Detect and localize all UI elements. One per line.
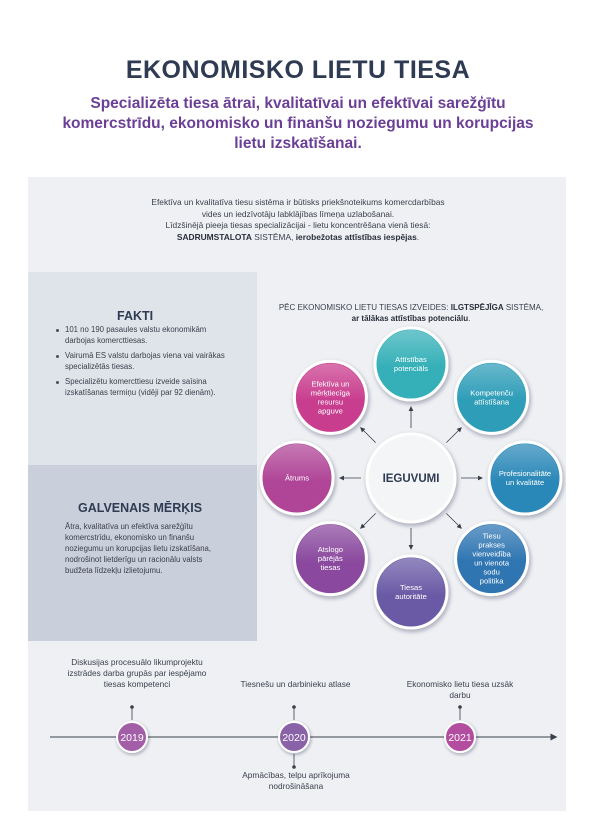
timeline-tick-dot <box>130 705 134 709</box>
benefit-label-line: prakses <box>478 540 505 550</box>
caption-part-2: SISTĒMA, <box>503 303 544 312</box>
benefit-node <box>375 556 447 628</box>
timeline-tick-dot <box>292 705 296 709</box>
benefit-label-line: pārējās <box>317 554 343 564</box>
intro-line-2: vides un iedzīvotāju labklājības līmeņa uzlabošanai. <box>201 208 395 219</box>
benefit-spoke-arrow <box>409 545 414 550</box>
intro-period: . <box>416 231 420 242</box>
goal-text: Ātra, kvalitatīva un efektīva sarežģītu komercstrīdu, ekonomisko un finanšu noziegumu un korupcijas lietu izskatīšana, nodrošinot lietderīgu un racionālu valsts budžeta līdzekļu izlietojumu. <box>65 522 212 575</box>
benefit-label <box>499 469 551 487</box>
benefit-label-line: Tiesu <box>482 531 501 541</box>
fact-item: Vairumā ES valstu darbojas viena vai vairākas specializētās tiesas. <box>56 351 226 372</box>
benefit-label-line: un kvalitāte <box>505 478 545 488</box>
benefit-spoke <box>362 513 376 527</box>
benefit-label-line: attīstīšana <box>474 397 510 407</box>
fact-item: 101 no 190 pasaules valstu ekonomikām darbojas komercttiesas. <box>56 325 226 346</box>
goal-heading: GALVENAIS MĒRĶIS <box>78 501 203 515</box>
intro-line-3: Līdzšinējā pieeja tiesas specializācijai - lietu koncentrēšana vienā tiesā: <box>165 220 431 231</box>
benefit-label-line: mērķtiecīga <box>310 388 351 398</box>
timeline-tick-dot <box>292 765 296 769</box>
timeline-year-label: 2019 <box>120 731 144 744</box>
page-title: EKONOMISKO LIETU TIESA <box>125 56 471 84</box>
intro-fragmented: SADRUMSTALOTA <box>176 231 252 242</box>
benefit-spoke-arrow <box>478 476 483 481</box>
benefit-label-line: Tiesas <box>399 583 423 593</box>
benefit-node <box>261 442 333 514</box>
benefit-label-line: apguve <box>317 406 343 416</box>
timeline-year-label: 2020 <box>282 731 306 744</box>
facts-heading: FAKTI <box>117 309 154 323</box>
timeline-event-2019 <box>117 705 147 752</box>
benefit-label-line: Attīstības <box>395 355 427 365</box>
benefit-label-line: Profesionalitāte <box>498 469 552 479</box>
intro-limited: ierobežotas attīstības iespējas <box>295 231 417 242</box>
benefit-node <box>456 361 528 433</box>
benefit-label <box>470 388 513 406</box>
timeline-text-2019-above: Diskusijas procesuālo likumprojektu izstrādes darba grupās par iespējamo tiesas kompetenci <box>67 657 207 689</box>
timeline-tick-dot <box>458 705 462 709</box>
benefit-label-line: Ātrums <box>284 473 310 483</box>
benefit-label-line: politika <box>479 576 504 586</box>
timeline-event-2021 <box>445 705 475 752</box>
benefit-label <box>394 355 428 373</box>
intro-line-4 <box>70 232 526 244</box>
caption-sustainable: ILGTSPĒJĪGA <box>450 303 504 312</box>
caption-part-1: PĒC EKONOMISKO LIETU TIESAS IZVEIDES: <box>278 303 451 312</box>
benefit-spoke <box>446 513 460 527</box>
timeline-text-2020-above: Tiesnešu un darbinieku atlase <box>240 679 351 689</box>
intro-system: SISTĒMA, <box>251 231 296 242</box>
benefit-label-line: tiesas <box>320 563 341 573</box>
benefit-label-line: autoritāte <box>395 592 427 602</box>
benefit-label-line: sodu <box>483 567 500 577</box>
page-subtitle: Specializēta tiesa ātrai, kvalitatīvai un efektīvai sarežģītu komercstrīdu, ekonomisko un finanšu noziegumu un korupcijas lietu izskatīšanai. <box>62 95 534 152</box>
timeline-year-label: 2021 <box>448 731 472 744</box>
benefit-label-line: resursu <box>317 397 344 407</box>
facts-list <box>56 325 226 404</box>
intro-line-1: Efektīva un kvalitatīva tiesu sistēma ir būtisks priekšnoteikums komercdarbības <box>151 197 445 207</box>
fact-item: Specializētu komercttiesu izveide saīsina izskatīšanas termiņu (vidēji par 92 dienām). <box>56 377 226 398</box>
benefit-node <box>375 328 447 400</box>
benefit-label-line: un vienota <box>474 558 510 568</box>
benefit-label <box>318 545 343 572</box>
caption-end: . <box>468 314 471 323</box>
benefit-label-line: Atslogo <box>317 545 344 555</box>
benefit-node <box>294 523 366 595</box>
benefit-node <box>294 361 366 433</box>
benefit-spoke-arrow <box>339 476 344 481</box>
benefit-label-line: potenciāls <box>393 364 429 374</box>
benefit-node <box>489 442 561 514</box>
hub-label: IEGUVUMI <box>382 473 440 485</box>
benefit-label <box>285 474 309 483</box>
benefits-diagram <box>257 272 566 641</box>
benefit-label-line: Efektīva un <box>311 379 350 389</box>
benefit-node <box>456 523 528 595</box>
benefit-label-line: vienveidība <box>472 549 511 559</box>
timeline-event-2020 <box>279 705 309 769</box>
timeline-text-2020-below: Apmācības, telpu aprīkojuma nodrošināšana <box>242 770 350 791</box>
benefit-spoke-arrow <box>409 406 414 411</box>
benefit-label-line: Kompetenču <box>470 388 513 398</box>
intro-text <box>70 197 526 243</box>
caption-potential: ar tālākas attīstības potenciālu <box>351 314 469 323</box>
timeline-text-2021-above: Ekonomisko lietu tiesa uzsāk darbu <box>406 679 514 700</box>
